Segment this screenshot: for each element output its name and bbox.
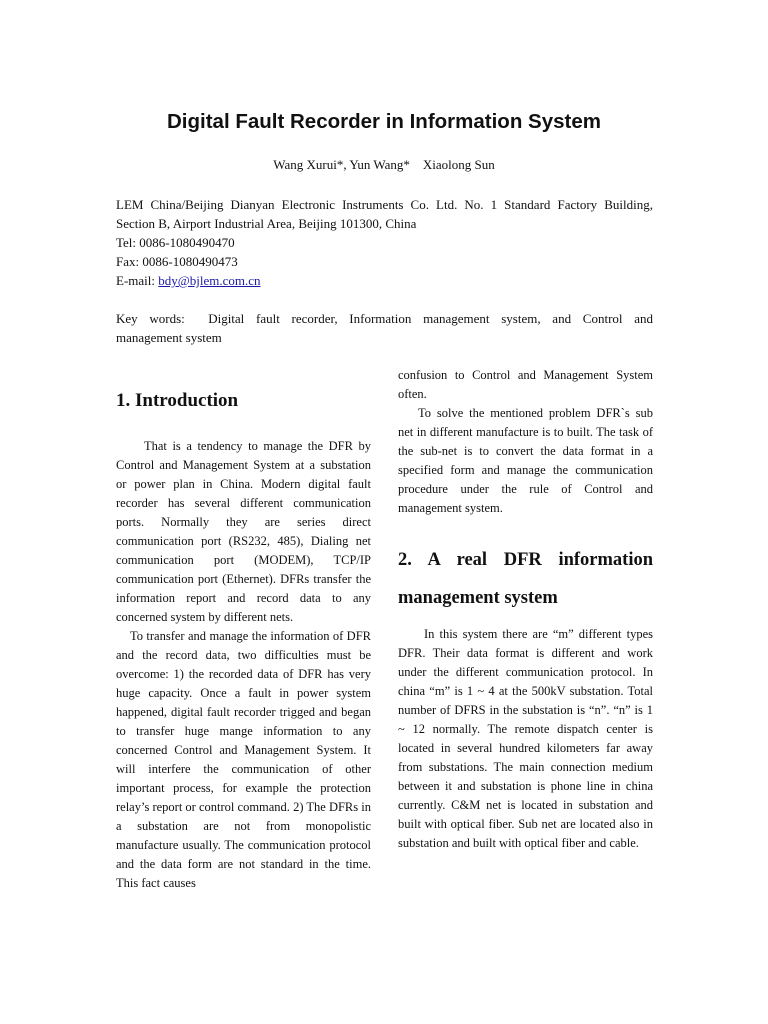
- email-line: [116, 271, 653, 290]
- right-column-bottom: [398, 625, 653, 853]
- section-heading-introduction: 1. Introduction: [116, 390, 239, 411]
- section-heading-line: 2. A real DFR information: [398, 550, 653, 570]
- section-heading-line: management system: [398, 588, 558, 608]
- email-label: E-mail:: [116, 273, 159, 288]
- affiliation-line: LEM China/Beijing Dianyan Electronic Instruments Co. Ltd. No. 1 Standard Factory Building,: [116, 197, 653, 212]
- fax: Fax: 0086-1080490473: [116, 254, 238, 269]
- keywords-line: management system: [116, 330, 222, 345]
- intro-paragraph-1: That is a tendency to manage the DFR by Control and Management System at a substation or power plan in China. Modern digital fault recorder has several different communication ports. Normally they are series direct communication port (RS232, 485), Dialing net communication port (MODEM), TCP/IP communication port (Ethernet). DFRs transfer the information report and record data to any concerned system by different nets.: [116, 439, 371, 624]
- right-column-top: [398, 366, 653, 518]
- affiliation-line: Section B, Airport Industrial Area, Beijing 101300, China: [116, 216, 417, 231]
- affiliation-block: [116, 195, 653, 290]
- intro-paragraph-2-continued: confusion to Control and Management System often.: [398, 368, 653, 401]
- left-column: [116, 437, 371, 893]
- intro-paragraph-2: To transfer and manage the information of DFR and the record data, two difficulties must be overcome: 1) the recorded data of DFR has very huge capacity. Once a fault in power system happened, digital fault recorder trigged and began to transfer huge mange information to any concerned Control and Management System. It will interfere the communication of other important process, for example the protection relay’s report or control command. 2) The DFRs in a substation are not from monopolistic manufacture usually. The communication protocol and the data form are not standard in the time. This fact causes: [116, 629, 371, 890]
- intro-paragraph-3: To solve the mentioned problem DFR`s sub net in different manufacture is to built. The task of the sub-net is to convert the data format in a specified form and manage the communication procedure under the rule of Control and management system.: [398, 406, 653, 515]
- email-link[interactable]: bdy@bjlem.com.cn: [158, 273, 261, 288]
- paper-title: Digital Fault Recorder in Information System: [167, 110, 601, 133]
- keywords-line: Key words: Digital fault recorder, Information management system, and Control and: [116, 311, 653, 326]
- author-list: Wang Xurui*, Yun Wang* Xiaolong Sun: [273, 157, 495, 172]
- section-heading-dfr-system: [398, 541, 653, 617]
- section2-paragraph-1: In this system there are “m” different types DFR. Their data format is different and work under the different communication protocol. In china “m” is 1 ~ 4 at the 500kV substation. Total number of DFRS in the substation is “n”. “n” is 1 ~ 12 normally. The remote dispatch center is located in several hundred kilometers far away from substations. The main connection medium between it and substation is phone line in china currently. C&M net is located in substation and built with optical fiber. Sub net are located also in substation and built with optical fiber and cable.: [398, 627, 653, 850]
- telephone: Tel: 0086-1080490470: [116, 235, 235, 250]
- keywords-block: [116, 309, 653, 347]
